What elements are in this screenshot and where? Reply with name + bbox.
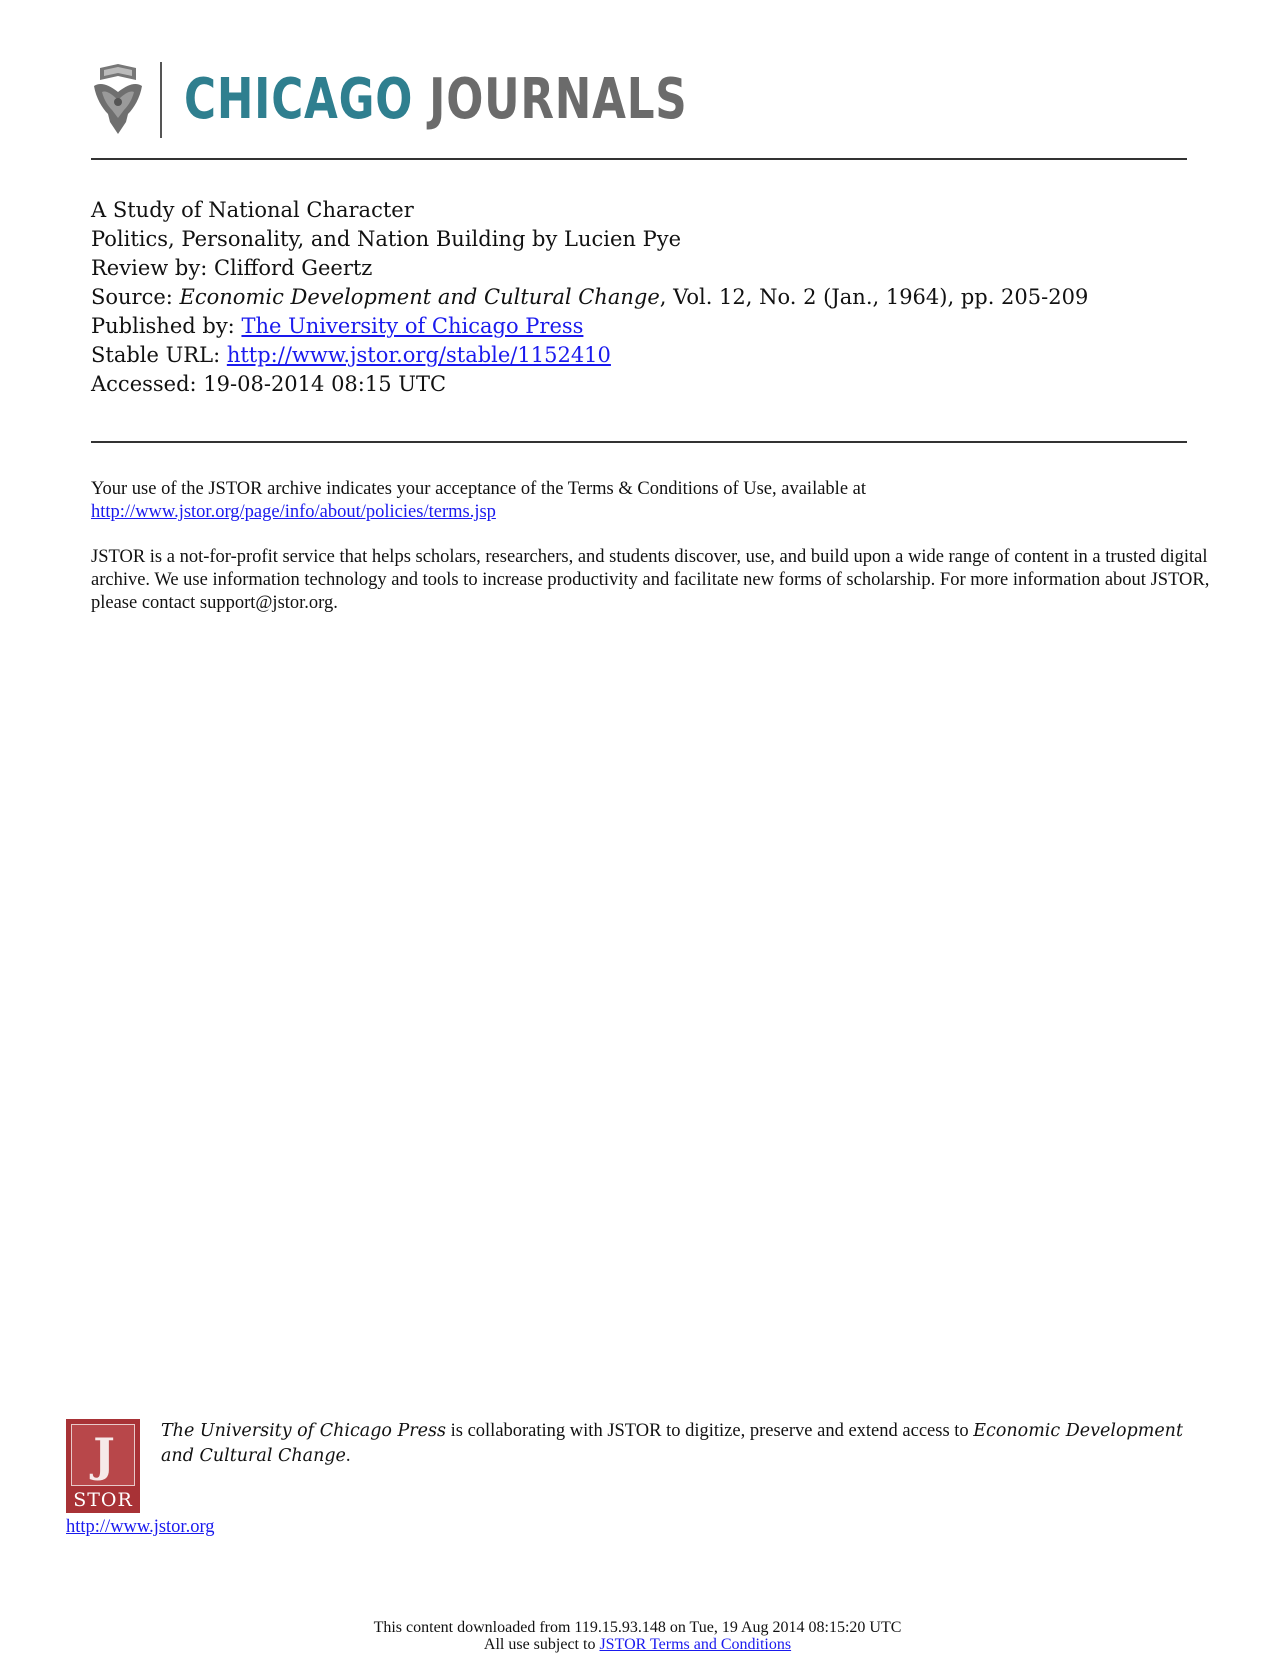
university-seal-icon	[90, 62, 146, 138]
source-details: , Vol. 12, No. 2 (Jan., 1964), pp. 205-209	[659, 285, 1089, 309]
collab-publisher: The University of Chicago Press	[161, 1421, 446, 1441]
collaboration-notice	[161, 1419, 1221, 1469]
published-by-line	[91, 312, 1251, 341]
logo-word-journals: JOURNALS	[429, 67, 688, 132]
publisher-link[interactable]: The University of Chicago Press	[241, 314, 584, 338]
use-notice	[0, 1636, 1275, 1654]
source-line	[91, 283, 1251, 312]
logo-divider	[160, 62, 162, 138]
collab-end: .	[345, 1446, 351, 1466]
jstor-logo	[66, 1419, 140, 1513]
chicago-journals-logo	[90, 60, 688, 140]
use-notice-prefix: All use subject to	[483, 1636, 600, 1653]
accessed-label: Accessed:	[91, 372, 197, 396]
article-title: A Study of National Character	[91, 198, 414, 222]
review-by-label: Review by:	[91, 256, 208, 280]
header-divider	[91, 158, 1187, 160]
terms-notice	[91, 478, 1221, 615]
jstor-logo-letter: J	[93, 1428, 115, 1482]
journal-name: Economic Development and Cultural Change	[179, 285, 660, 309]
stable-url-link[interactable]: http://www.jstor.org/stable/1152410	[226, 343, 611, 367]
reviewer-name: Clifford Geertz	[213, 256, 373, 280]
source-label: Source:	[91, 285, 173, 309]
article-metadata	[91, 196, 1251, 399]
stable-url-label: Stable URL:	[91, 343, 221, 367]
accessed-line	[91, 370, 1251, 399]
reviewed-work: Politics, Personality, and Nation Building by Lucien Pye	[91, 227, 682, 251]
jstor-description: JSTOR is a not-for-profit service that helps scholars, researchers, and students discover, use, and build upon a wide range of content in a trusted digital archive. We use information technology and tools to increase productivity and facilitate new forms of scholarship. For more information about JSTOR, please contact support@jstor.org.	[91, 547, 1210, 613]
accessed-date: 19-08-2014 08:15 UTC	[203, 372, 447, 396]
stable-url-line	[91, 341, 1251, 370]
terms-line: Your use of the JSTOR archive indicates your acceptance of the Terms & Conditions of Use, available at	[91, 479, 867, 499]
jstor-logo-word: STOR	[73, 1489, 133, 1511]
jstor-terms-link[interactable]: JSTOR Terms and Conditions	[599, 1636, 792, 1653]
collab-journal: Economic Development and Cultural Change	[161, 1421, 1183, 1466]
jstor-home-link[interactable]: http://www.jstor.org	[66, 1517, 215, 1537]
jstor-logo-panel	[71, 1424, 135, 1486]
review-by-line	[91, 254, 1251, 283]
logo-wordmark	[184, 64, 688, 136]
logo-word-chicago: CHICAGO	[184, 67, 414, 132]
published-by-label: Published by:	[91, 314, 235, 338]
metadata-divider	[91, 441, 1187, 443]
download-notice: This content downloaded from 119.15.93.148 on Tue, 19 Aug 2014 08:15:20 UTC	[373, 1619, 902, 1636]
terms-link[interactable]: http://www.jstor.org/page/info/about/policies/terms.jsp	[91, 502, 496, 522]
collab-text: is collaborating with JSTOR to digitize, preserve and extend access to	[445, 1421, 974, 1441]
